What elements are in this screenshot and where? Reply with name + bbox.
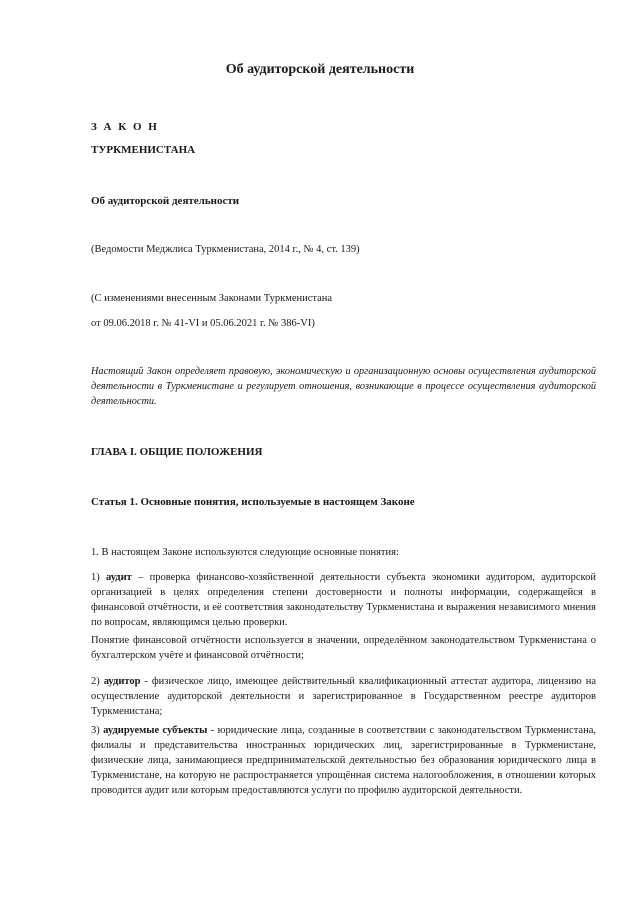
definition-audited-entities xyxy=(91,723,596,798)
law-subtitle: Об аудиторской деятельности xyxy=(91,195,240,207)
document-title: Об аудиторской деятельности xyxy=(225,62,415,77)
chapter-heading: ГЛАВА I. ОБЩИЕ ПОЛОЖЕНИЯ xyxy=(91,446,263,458)
definition-text: - физическое лицо, имеющее действительный квалификационный аттестат аудитора, лицензию на осуществление аудиторской деятельности и зарегистрированное в Государственном реестре аудиторов Туркменистана; xyxy=(91,676,597,717)
definition-term: аудируемые субъекты xyxy=(103,725,208,736)
definition-text: - юридические лица, созданные в соответствии с законодательством Туркменистана, филиалы и представительства иностранных юридических лиц, зарегистрированные в Туркменистане, физические лица, занимающиеся предпринимательской деятельностью без образования юридического лица в Туркменистане, на которую не распространяется упрощённая система налогообложения, в отношении которых проводится аудит или которым предоставляются услуги по профилю аудиторской деятельности. xyxy=(91,725,596,796)
amendments-line-2: от 09.06.2018 г. № 41-VI и 05.06.2021 г. № 386-VI) xyxy=(91,318,315,329)
definition-audit xyxy=(91,570,596,630)
law-label: З А К О Н xyxy=(91,121,159,133)
definition-text: – проверка финансово-хозяйственной деятельности субъекта экономики аудитором, аудиторской организацией в целях определения степени достоверности и полноты информации, содержащейся в финансовой отчётности, и её соответствия законодательству Туркменистана и выражения независимого мнения по вопросам, являющимся целью проверки. xyxy=(91,572,596,628)
source-reference: (Ведомости Меджлиса Туркменистана, 2014 г., № 4, ст. 139) xyxy=(91,244,360,255)
amendments-line-1: (С изменениями внесенным Законами Туркменистана xyxy=(91,293,333,304)
definition-text: Понятие финансовой отчётности используется в значении, определённом законодательством Туркменистана о бухгалтерском учёте и финансовой отчётности; xyxy=(91,635,596,661)
definition-auditor xyxy=(91,674,596,719)
article-heading: Статья 1. Основные понятия, используемые в настоящем Законе xyxy=(91,496,415,508)
preamble: Настоящий Закон определяет правовую, экономическую и организационную основы осуществления аудиторской деятельности в Туркменистане и регулирует отношения, возникающие в процессе осуществления аудиторской деятельности. xyxy=(91,366,596,407)
definitions-intro: 1. В настоящем Законе используются следующие основные понятия: xyxy=(91,547,399,558)
definition-financial-reporting xyxy=(91,633,596,663)
country-label: ТУРКМЕНИСТАНА xyxy=(91,144,196,156)
definition-number: 2) xyxy=(91,676,104,687)
definition-number: 1) xyxy=(91,572,106,583)
definition-term: аудитор xyxy=(103,676,141,687)
definition-number: 3) xyxy=(91,725,104,736)
definition-term: аудит xyxy=(106,572,132,583)
